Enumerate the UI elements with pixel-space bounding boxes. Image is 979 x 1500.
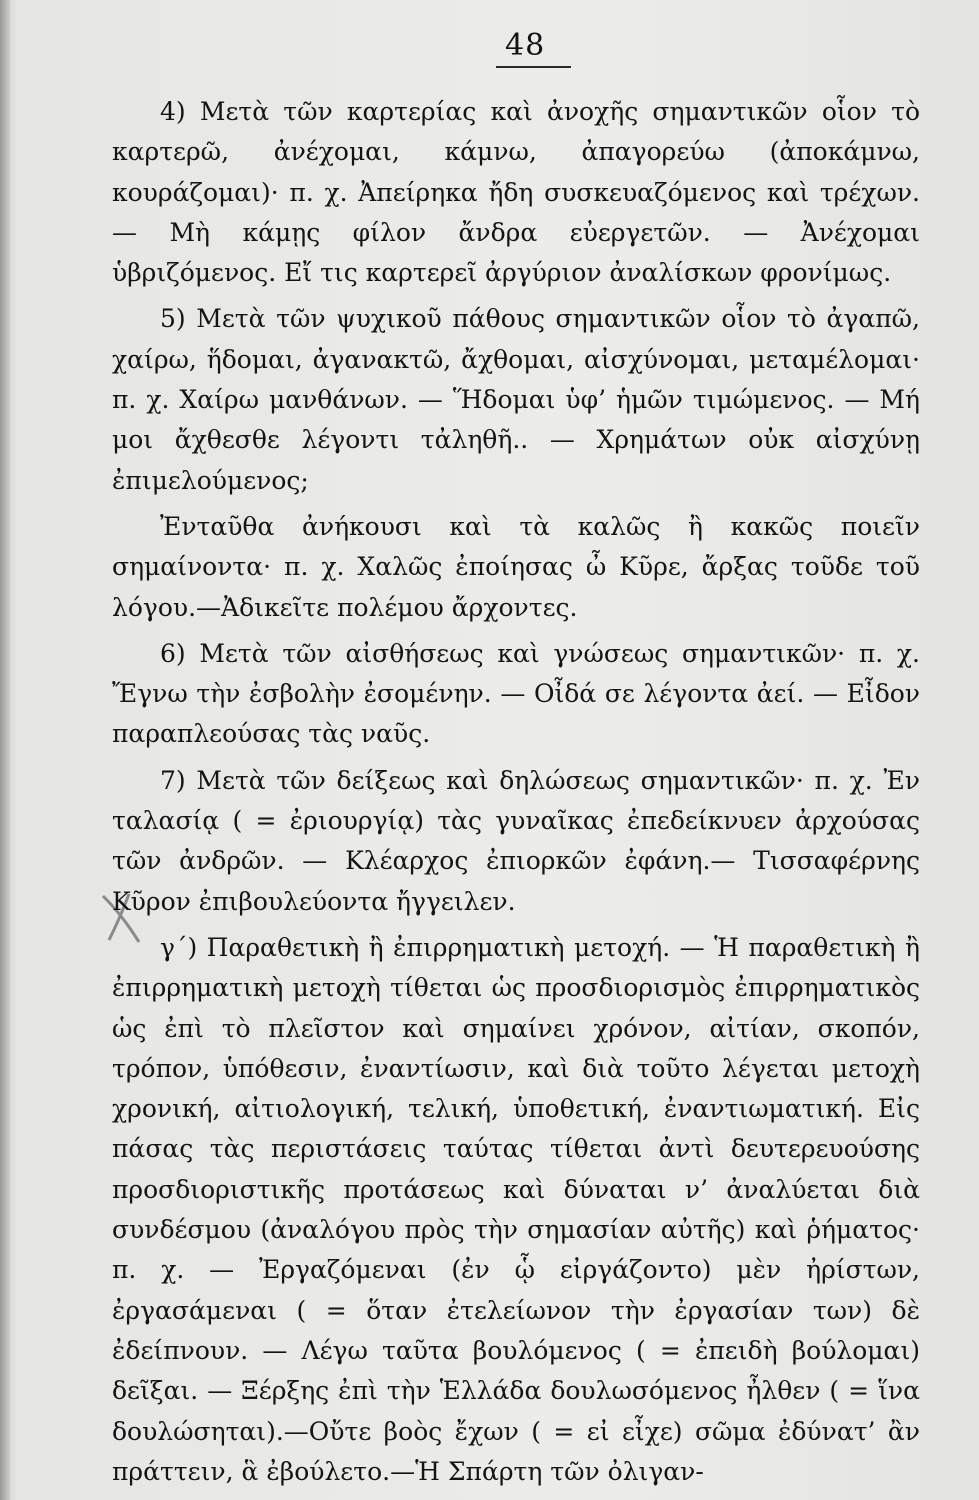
paragraph-4: 4) Μετὰ τῶν καρτερίας καὶ ἀνοχῆς σημαντικῶν οἷον τὸ καρτερῶ, ἀνέχομαι, κάμνω, ἀπαγορεύω (ἀποκάμνω, κουράζομαι)· π. χ. Ἀπείρηκα ἤδη συσκευαζόμενος καὶ τρέχων. — Μὴ κάμῃς φίλον ἄνδρα εὐεργετῶν. — Ἀνέχομαι ὑβριζόμενος. Εἴ τις καρτερεῖ ἀργύριον ἀναλίσκων φρονίμως. bbox=[112, 97, 920, 288]
section-gamma: γ΄) Παραθετικὴ ἢ ἐπιρρηματικὴ μετοχή. — Ἡ παραθετικὴ ἢ ἐπιρρηματικὴ μετοχὴ τίθεται ὡς προσδιορισμὸς ἐπιρρηματικὸς ὡς ἐπὶ τὸ πλεῖστον καὶ σημαίνει χρόνον, αἰτίαν, σκοπόν, τρόπον, ὑπόθεσιν, ἐναντίωσιν, καὶ διὰ τοῦτο λέγεται μετοχὴ χρονική, αἰτιολογική, τελική, ὑποθετική, ἐναντιωματική. Εἰς πάσας τὰς περιστάσεις ταύτας τίθεται ἀντὶ δευτερευούσης προσδιοριστικῆς προτάσεως καὶ δύναται ν’ ἀναλύεται διὰ συνδέσμου (ἀναλόγου πρὸς τὴν σημασίαν αὐτῆς) καὶ ῥήματος· π. χ. — Ἐργαζόμεναι (ἐν ᾧ εἰργάζοντο) μὲν ἠρίστων, ἐργασάμεναι ( = ὅταν ἐτελείωνον τὴν ἐργασίαν των) δὲ ἐδείπνουν. — Λέγω ταῦτα βουλόμενος ( = ἐπειδὴ βούλομαι) δεῖξαι. — Ξέρξης ἐπὶ τὴν Ἑλλάδα δουλωσόμενος ἦλθεν ( = ἵνα δουλώσηται).—Οὔτε βοὸς ἔχων ( = εἰ εἶχε) σῶμα ἐδύνατ’ ἂν πράττειν, ἃ ἐβούλετο.—Ἡ Σπάρτη τῶν ὀλιγαν- bbox=[112, 932, 920, 1486]
body-text bbox=[112, 92, 920, 1492]
page-number: 48 bbox=[505, 28, 546, 63]
paragraph-5: 5) Μετὰ τῶν ψυχικοῦ πάθους σημαντικῶν οἷον τὸ ἀγαπῶ, χαίρω, ἥδομαι, ἀγανακτῶ, ἄχθομαι, αἰσχύνομαι, μεταμέλομαι· π. χ. Χαίρω μανθάνων. — Ἥδομαι ὑφ’ ἡμῶν τιμώμενος. — Μή μοι ἄχθεσθε λέγοντι τἀληθῆ.. — Χρημάτων οὐκ αἰσχύνῃ ἐπιμελούμενος; bbox=[112, 304, 920, 495]
paragraph-7: 7) Μετὰ τῶν δείξεως καὶ δηλώσεως σημαντικῶν· π. χ. Ἐν ταλασίᾳ ( = ἐριουργίᾳ) τὰς γυναῖκας ἐπεδείκνυεν ἀρχούσας τῶν ἀνδρῶν. — Κλέαρχος ἐπιορκῶν ἐφάνη.— Τισσαφέρνης Κῦρον ἐπιβουλεύοντα ἤγγειλεν. bbox=[112, 765, 920, 916]
page-number-rule bbox=[496, 66, 571, 68]
page-binding-edge bbox=[0, 0, 10, 1500]
paragraph-6: 6) Μετὰ τῶν αἰσθήσεως καὶ γνώσεως σημαντικῶν· π. χ. Ἔγνω τὴν ἐσβολὴν ἐσομένην. — Οἶδά σε λέγοντα ἀεί. — Εἶδον παραπλεούσας τὰς ναῦς. bbox=[112, 638, 920, 749]
paragraph-5-note: Ἐνταῦθα ἀνήκουσι καὶ τὰ καλῶς ἢ κακῶς ποιεῖν σημαίνοντα· π. χ. Χαλῶς ἐποίησας ὦ Κῦρε, ἄρξας τοῦδε τοῦ λόγου.—Ἀδικεῖτε πολέμου ἄρχοντες. bbox=[112, 511, 920, 622]
